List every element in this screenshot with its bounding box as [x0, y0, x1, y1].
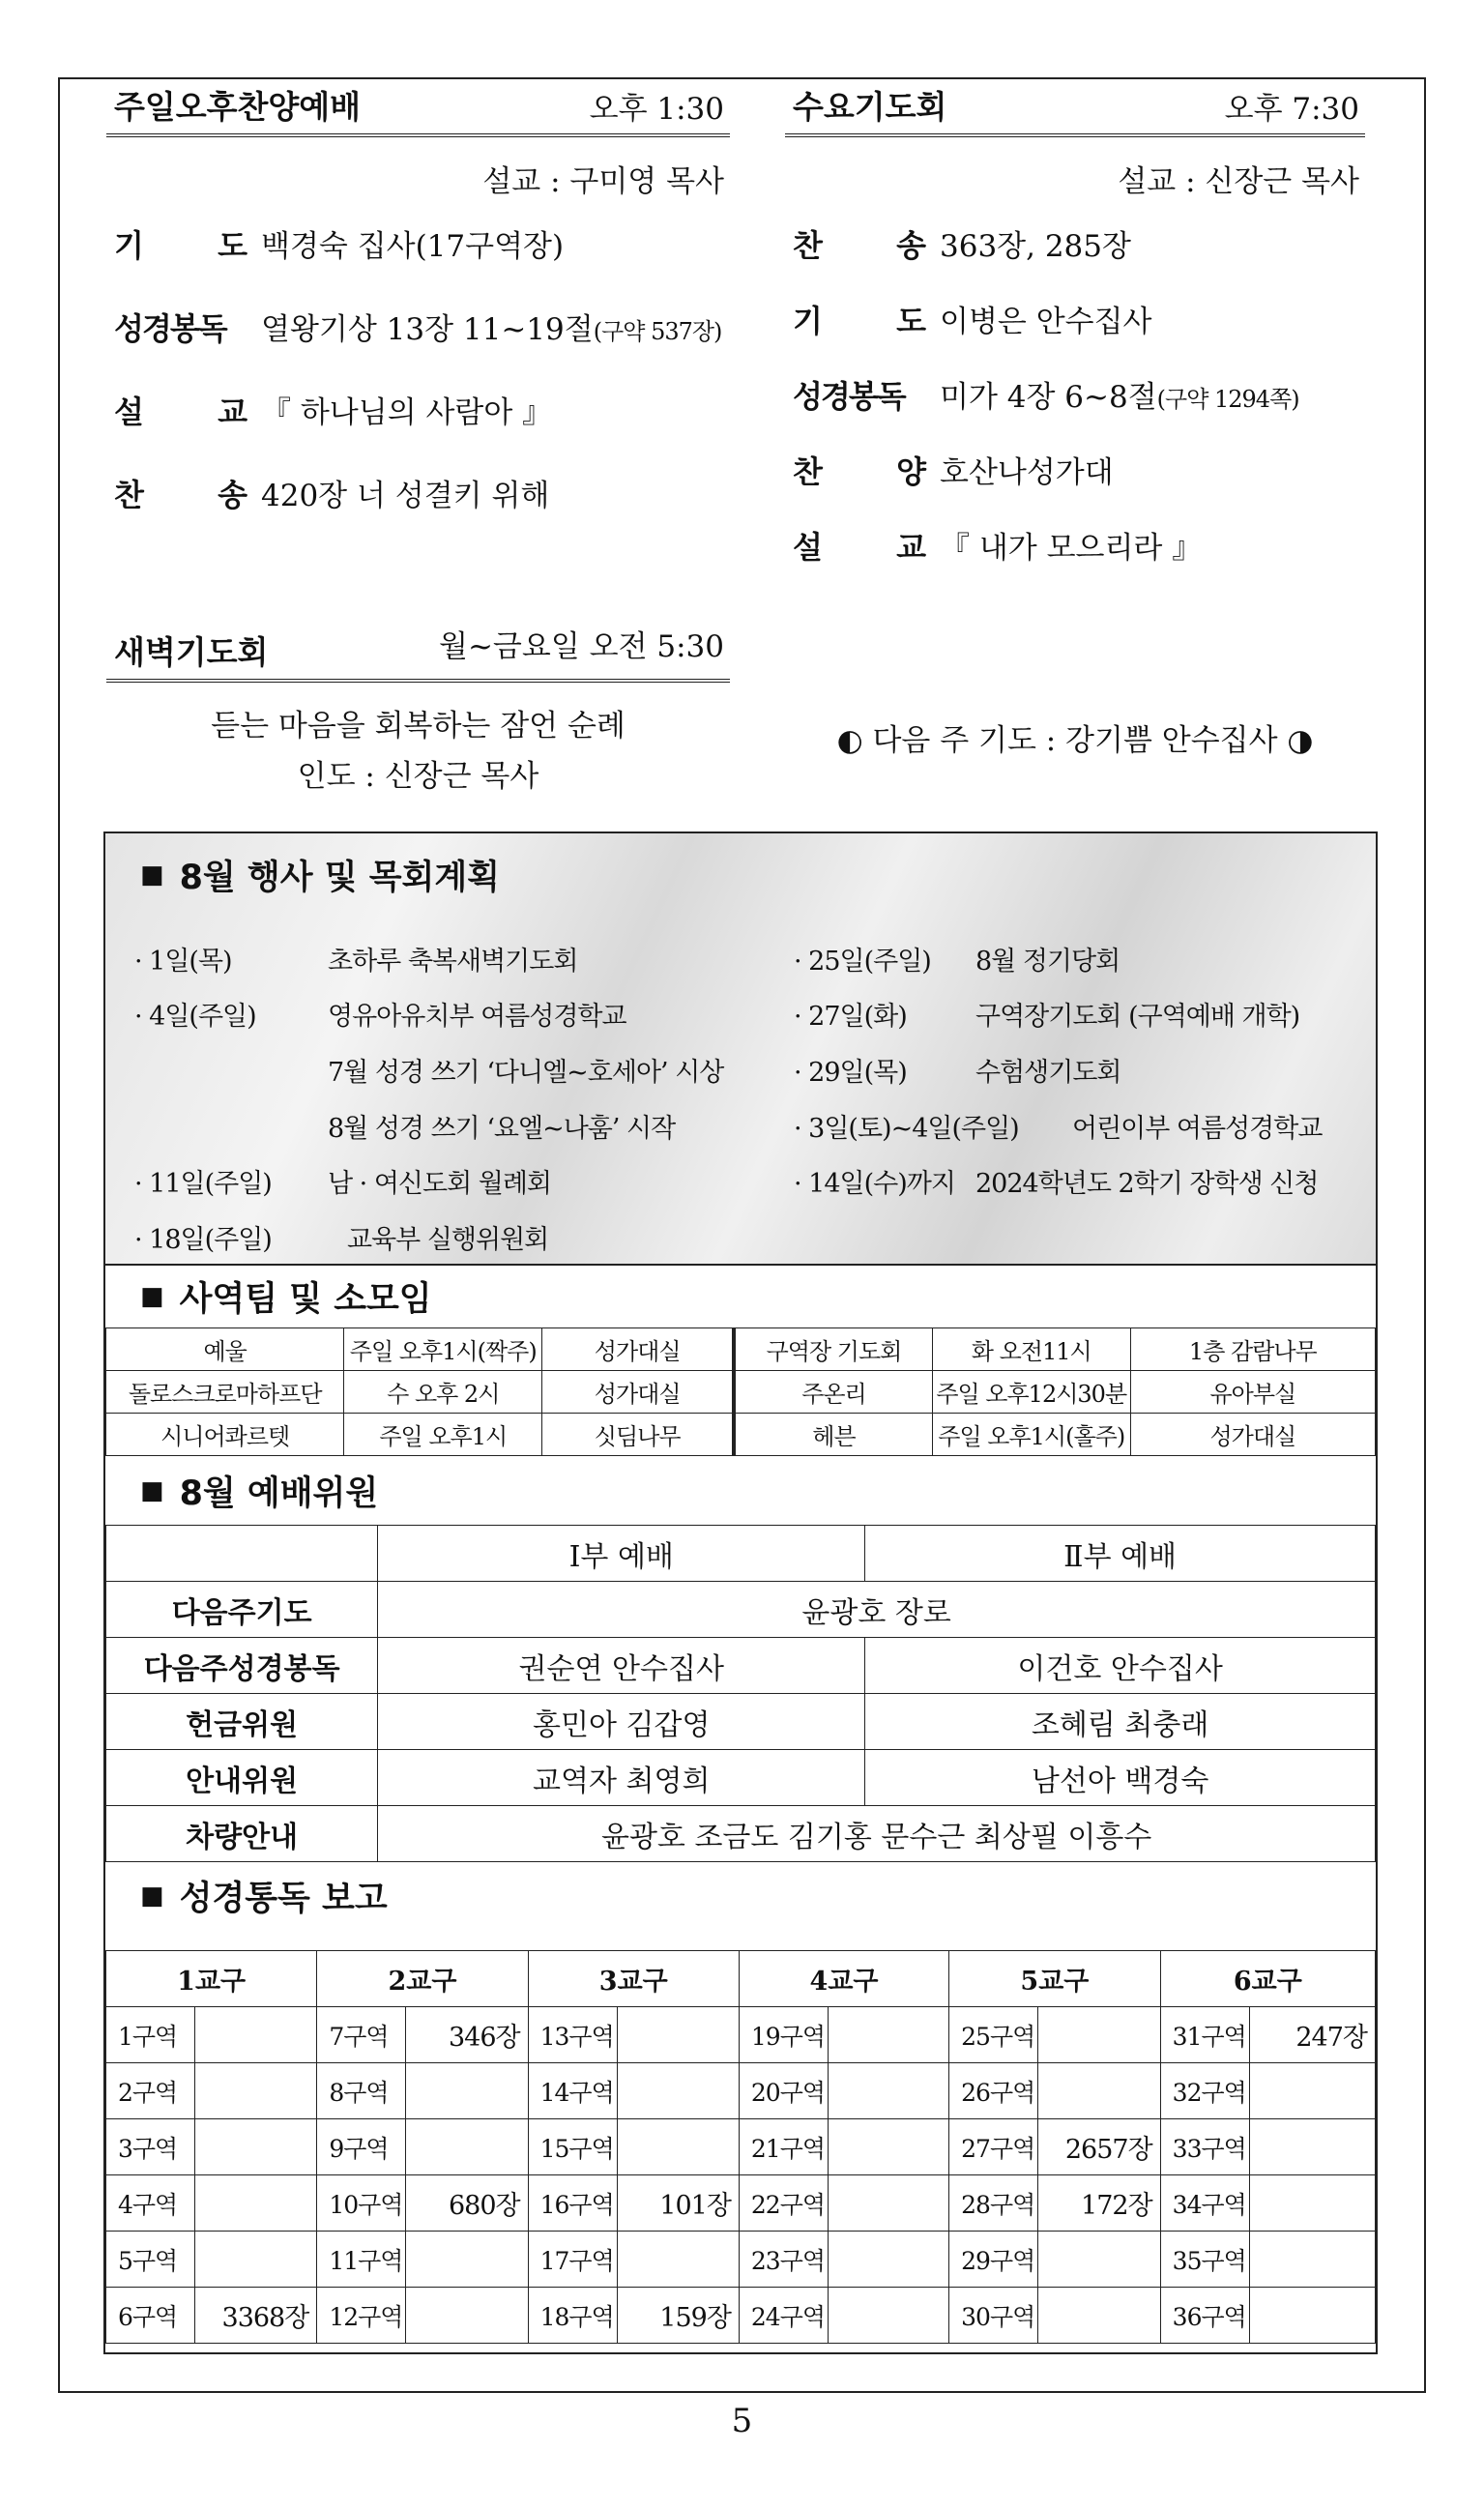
district-area: 32구역 [1160, 2063, 1249, 2119]
chapters-read: 3368장 [194, 2288, 317, 2344]
service-order-row [785, 372, 1365, 417]
service-order-value: 미가 4장 6~8절 [940, 380, 1157, 415]
chapters-read [617, 2119, 739, 2175]
district-area: 36구역 [1160, 2288, 1249, 2344]
ministry-cell: 구역장 기도회 [734, 1328, 932, 1371]
ministry-cell: 성가대실 [542, 1371, 734, 1414]
chapters-read [617, 2063, 739, 2119]
chapters-read [617, 2232, 739, 2288]
label-char: 기 [114, 227, 144, 264]
sunday-afternoon-preacher: 설교 : 구미영 목사 [482, 164, 724, 199]
ministry-cell: 돌로스크로마하프단 [106, 1371, 344, 1414]
service-order-value: 백경숙 집사(17구역장) [261, 229, 565, 264]
district-area: 20구역 [739, 2063, 828, 2119]
worship-row [106, 1694, 1376, 1750]
ministry-heading-text: 사역팀 및 소모임 [179, 1280, 432, 1319]
district-area: 33구역 [1160, 2119, 1249, 2175]
district-area: 21구역 [739, 2119, 828, 2175]
event-date: · 25일(주일) [794, 947, 931, 977]
chapters-read [406, 2063, 528, 2119]
service-order-label [785, 372, 930, 417]
district-area: 25구역 [949, 2007, 1038, 2063]
label-char: 설 [793, 529, 823, 566]
chapters-read [1038, 2232, 1161, 2288]
events-section [105, 833, 1376, 1264]
worship-header-row [106, 1526, 1376, 1582]
chapters-read [194, 2007, 317, 2063]
bible-report-heading-text: 성경통독 보고 [179, 1880, 388, 1918]
chapters-read [828, 2119, 948, 2175]
district-area: 4구역 [106, 2175, 195, 2232]
service-order-note: (구약 1294쪽) [1156, 386, 1299, 413]
chapters-read [194, 2119, 317, 2175]
service-order-label [106, 305, 251, 349]
chapters-read: 101장 [617, 2175, 739, 2232]
service-order-note: (구약 537장) [593, 318, 722, 345]
bible-report-table [105, 1950, 1376, 2344]
events-heading-text: 8월 행사 및 목회계획 [179, 859, 500, 897]
district-area: 16구역 [528, 2175, 617, 2232]
info-box [103, 831, 1378, 2354]
worship-service1-person: 홍민아 김갑영 [378, 1694, 865, 1750]
label-char: 도 [896, 303, 926, 339]
worship-both-services-person: 윤광호 장로 [378, 1582, 1376, 1638]
label-char: 성경봉독 [793, 378, 905, 415]
service-order-row [106, 305, 730, 349]
district-area: 7구역 [317, 2007, 406, 2063]
ministry-row [106, 1414, 1376, 1456]
district-area: 24구역 [739, 2288, 828, 2344]
wednesday-preacher: 설교 : 신장근 목사 [1118, 164, 1359, 199]
district-area: 12구역 [317, 2288, 406, 2344]
square-bullet-icon: ■ [140, 1476, 164, 1505]
district-area: 26구역 [949, 2063, 1038, 2119]
service-order-value: 『 내가 모으리라 』 [940, 531, 1203, 566]
wednesday-time: 오후 7:30 [1224, 92, 1359, 127]
ministry-cell: 화 오전11시 [932, 1328, 1130, 1371]
wednesday-prayer-service [785, 79, 1365, 568]
label-char: 설 [114, 394, 144, 430]
district-area: 23구역 [739, 2232, 828, 2288]
service-order-row [785, 523, 1365, 568]
next-week-prayer: ◐ 다음 주 기도 : 강기쁨 안수집사 ◑ [836, 723, 1314, 758]
sunday-afternoon-header [106, 79, 730, 137]
ministry-cell: 수 오후 2시 [344, 1371, 542, 1414]
district-area: 19구역 [739, 2007, 828, 2063]
worship-both-services-person: 윤광호 조금도 김기홍 문수근 최상필 이흥수 [378, 1806, 1376, 1862]
service-order-label [785, 221, 930, 266]
ministry-cell: 주온리 [734, 1371, 932, 1414]
label-char: 송 [896, 227, 926, 264]
worship-role: 차량안내 [106, 1806, 378, 1862]
ministry-cell: 싯딤나무 [542, 1414, 734, 1456]
district-area: 13구역 [528, 2007, 617, 2063]
event-item [794, 1162, 1319, 1200]
dawn-prayer-header [106, 615, 730, 683]
worship-service2-person: 이건호 안수집사 [865, 1638, 1376, 1694]
service-order-label [106, 388, 251, 432]
chapters-read: 159장 [617, 2288, 739, 2344]
district-area: 1구역 [106, 2007, 195, 2063]
district-area: 8구역 [317, 2063, 406, 2119]
district-header: 5교구 [949, 1951, 1161, 2007]
chapters-read [1249, 2119, 1375, 2175]
event-item [794, 995, 1300, 1033]
service-order-value: 이병은 안수집사 [940, 305, 1152, 339]
district-area: 34구역 [1160, 2175, 1249, 2232]
event-item [794, 940, 1120, 977]
district-area: 17구역 [528, 2232, 617, 2288]
ministry-cell: 예울 [106, 1328, 344, 1371]
ministry-cell: 주일 오후12시30분 [932, 1371, 1130, 1414]
event-item [134, 995, 626, 1033]
worship-row [106, 1582, 1376, 1638]
label-char: 교 [218, 394, 247, 430]
worship-staff-table [105, 1525, 1376, 1862]
bible-row [106, 2232, 1376, 2288]
chapters-read [828, 2175, 948, 2232]
service-order-row [106, 388, 730, 432]
chapters-read [1249, 2175, 1375, 2232]
chapters-read [406, 2288, 528, 2344]
bible-row [106, 2063, 1376, 2119]
service-order-value: 호산나성가대 [940, 455, 1114, 490]
district-area: 28구역 [949, 2175, 1038, 2232]
ministry-cell: 주일 오후1시 [344, 1414, 542, 1456]
event-item [134, 940, 578, 977]
event-date: · 18일(주일) [134, 1225, 272, 1255]
bible-row [106, 2288, 1376, 2344]
worship-role: 다음주기도 [106, 1582, 378, 1638]
worship-service2-person: 조혜림 최충래 [865, 1694, 1376, 1750]
bible-header-row [106, 1951, 1376, 2007]
dawn-prayer-title: 새벽기도회 [114, 633, 269, 671]
page-number: 5 [731, 2402, 753, 2440]
event-text: 구역장기도회 (구역예배 개학) [975, 1002, 1300, 1032]
service-order-label [785, 297, 930, 341]
event-date: · 3일(토)~4일(주일) [794, 1114, 1019, 1144]
label-char: 찬 [793, 453, 823, 490]
ministry-cell: 헤븐 [734, 1414, 932, 1456]
worship-service1-person: 교역자 최영희 [378, 1750, 865, 1806]
district-area: 30구역 [949, 2288, 1038, 2344]
event-date: · 14일(수)까지 [794, 1169, 955, 1199]
event-date: · 27일(화) [794, 1002, 907, 1032]
service-order-row [106, 221, 730, 266]
service-order-row [785, 448, 1365, 492]
ministry-row [106, 1328, 1376, 1371]
event-date: · 1일(목) [134, 947, 232, 977]
chapters-read [1038, 2288, 1161, 2344]
chapters-read [1038, 2063, 1161, 2119]
sunday-afternoon-service [106, 79, 730, 515]
service-order-label [785, 523, 930, 568]
chapters-read [1249, 2288, 1375, 2344]
event-date: · 4일(주일) [134, 1002, 256, 1032]
worship-row [106, 1750, 1376, 1806]
square-bullet-icon: ■ [140, 861, 164, 890]
label-char: 송 [218, 477, 247, 513]
district-area: 14구역 [528, 2063, 617, 2119]
dawn-prayer-theme: 듣는 마음을 회복하는 잠언 순례 [211, 709, 626, 744]
district-area: 22구역 [739, 2175, 828, 2232]
chapters-read [1249, 2063, 1375, 2119]
wednesday-order [785, 221, 1365, 568]
district-area: 29구역 [949, 2232, 1038, 2288]
chapters-read: 172장 [1038, 2175, 1161, 2232]
service-order-row [785, 297, 1365, 341]
label-char: 찬 [793, 227, 823, 264]
event-text: 8월 정기당회 [975, 947, 1120, 977]
ministry-cell: 시니어콰르텟 [106, 1414, 344, 1456]
sunday-afternoon-time: 오후 1:30 [589, 92, 724, 127]
bible-report-heading [105, 1861, 1376, 1931]
ministry-cell: 1층 감람나무 [1130, 1328, 1375, 1371]
service-order-value: 420장 너 성결키 위해 [261, 479, 550, 513]
wednesday-header [785, 79, 1365, 137]
district-header: 4교구 [739, 1951, 948, 2007]
event-text: 남 · 여신도회 월례회 [328, 1169, 551, 1199]
ministry-table [105, 1327, 1376, 1456]
worship-header-service2: Ⅱ부 예배 [865, 1526, 1376, 1582]
label-char: 양 [896, 453, 926, 490]
event-text: 7월 성경 쓰기 ‘다니엘~호세아’ 시상 [328, 1058, 724, 1088]
worship-role: 다음주성경봉독 [106, 1638, 378, 1694]
bible-row [106, 2119, 1376, 2175]
district-area: 11구역 [317, 2232, 406, 2288]
ministry-cell: 주일 오후1시(짝주) [344, 1328, 542, 1371]
dawn-prayer-time: 월~금요일 오전 5:30 [439, 629, 724, 664]
worship-staff-heading [105, 1457, 1376, 1525]
service-order-label [106, 471, 251, 515]
district-area: 27구역 [949, 2119, 1038, 2175]
bible-row [106, 2007, 1376, 2063]
event-text: 수험생기도회 [975, 1058, 1121, 1088]
ministry-cell: 성가대실 [542, 1328, 734, 1371]
event-date: · 29일(목) [794, 1058, 907, 1088]
label-char: 교 [896, 529, 926, 566]
event-item [794, 1107, 1323, 1145]
worship-header-service1: Ⅰ부 예배 [378, 1526, 865, 1582]
chapters-read [406, 2232, 528, 2288]
sunday-afternoon-title: 주일오후찬양예배 [114, 88, 362, 126]
district-area: 5구역 [106, 2232, 195, 2288]
label-char: 성경봉독 [114, 310, 226, 347]
service-order-value: 363장, 285장 [940, 229, 1131, 264]
sunday-afternoon-order [106, 221, 730, 515]
chapters-read [194, 2232, 317, 2288]
worship-service2-person: 남선아 백경숙 [865, 1750, 1376, 1806]
district-header: 2교구 [317, 1951, 528, 2007]
chapters-read [828, 2232, 948, 2288]
district-area: 31구역 [1160, 2007, 1249, 2063]
ministry-row [106, 1371, 1376, 1414]
worship-service1-person: 권순연 안수집사 [378, 1638, 865, 1694]
district-area: 3구역 [106, 2119, 195, 2175]
ministry-heading [105, 1266, 1376, 1327]
service-order-value: 열왕기상 13장 11~19절 [261, 312, 594, 347]
event-text: 어린이부 여름성경학교 [1072, 1114, 1323, 1144]
event-item [134, 1162, 551, 1200]
event-date: · 11일(주일) [134, 1169, 272, 1199]
chapters-read [1249, 2232, 1375, 2288]
district-area: 10구역 [317, 2175, 406, 2232]
service-order-value: 『 하나님의 사람아 』 [261, 395, 553, 430]
chapters-read: 2657장 [1038, 2119, 1161, 2175]
bible-row [106, 2175, 1376, 2232]
label-char: 기 [793, 303, 823, 339]
district-area: 9구역 [317, 2119, 406, 2175]
service-order-row [106, 471, 730, 515]
events-heading [105, 833, 1376, 917]
ministry-cell: 성가대실 [1130, 1414, 1375, 1456]
event-item [134, 1218, 549, 1256]
chapters-read [406, 2119, 528, 2175]
chapters-read: 680장 [406, 2175, 528, 2232]
chapters-read [194, 2175, 317, 2232]
event-text: 초하루 축복새벽기도회 [328, 947, 578, 977]
worship-role: 헌금위원 [106, 1694, 378, 1750]
service-order-label [785, 448, 930, 492]
chapters-read [828, 2063, 948, 2119]
worship-staff-heading-text: 8월 예배위원 [179, 1474, 379, 1513]
district-area: 18구역 [528, 2288, 617, 2344]
chapters-read: 247장 [1249, 2007, 1375, 2063]
worship-header-blank [106, 1526, 378, 1582]
district-area: 6구역 [106, 2288, 195, 2344]
district-area: 15구역 [528, 2119, 617, 2175]
event-text: 8월 성경 쓰기 ‘요엘~나훔’ 시작 [328, 1114, 676, 1144]
square-bullet-icon: ■ [140, 1882, 164, 1911]
event-text: 교육부 실행위원회 [347, 1225, 549, 1255]
dawn-prayer-leader: 인도 : 신장근 목사 [297, 759, 539, 794]
event-text: 2024학년도 2학기 장학생 신청 [975, 1169, 1319, 1199]
service-order-label [106, 221, 251, 266]
district-header: 1교구 [106, 1951, 317, 2007]
district-header: 3교구 [528, 1951, 739, 2007]
ministry-cell: 주일 오후1시(홀주) [932, 1414, 1130, 1456]
worship-role: 안내위원 [106, 1750, 378, 1806]
district-header: 6교구 [1160, 1951, 1375, 2007]
label-char: 도 [218, 227, 247, 264]
chapters-read [1038, 2007, 1161, 2063]
ministry-cell: 유아부실 [1130, 1371, 1375, 1414]
chapters-read: 346장 [406, 2007, 528, 2063]
worship-row [106, 1806, 1376, 1862]
chapters-read [617, 2007, 739, 2063]
chapters-read [194, 2063, 317, 2119]
square-bullet-icon: ■ [140, 1282, 164, 1311]
dawn-prayer-description [106, 701, 730, 802]
worship-row [106, 1638, 1376, 1694]
district-area: 35구역 [1160, 2232, 1249, 2288]
district-area: 2구역 [106, 2063, 195, 2119]
chapters-read [828, 2288, 948, 2344]
wednesday-title: 수요기도회 [793, 88, 947, 126]
service-order-row [785, 221, 1365, 266]
label-char: 찬 [114, 477, 144, 513]
event-item [794, 1051, 1121, 1089]
event-text: 영유아유치부 여름성경학교 [328, 1002, 626, 1032]
chapters-read [828, 2007, 948, 2063]
